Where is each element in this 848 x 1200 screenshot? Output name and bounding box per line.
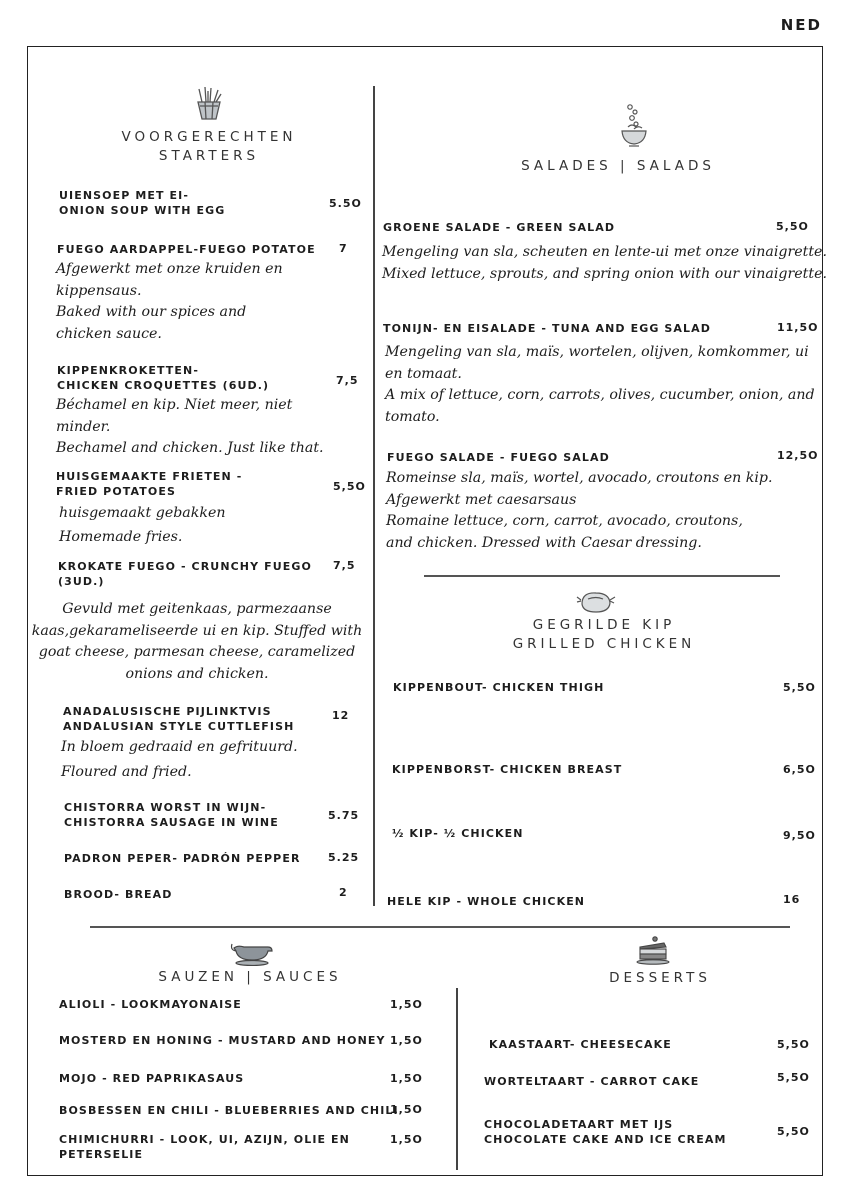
item-price: 1,5O <box>390 1034 423 1047</box>
menu-item-chicken-breast: KIPPENBORST- CHICKEN BREAST <box>392 763 623 776</box>
item-price: 1,5O <box>390 1133 423 1146</box>
item-price: 7,5 <box>336 374 359 387</box>
menu-item-padron-pepper: PADRON PEPER- PADRÓN PEPPER <box>64 852 301 865</box>
salad-chicken-divider <box>424 575 780 577</box>
starters-title <box>84 128 334 166</box>
menu-item-blueberries-chili: BOSBESSEN EN CHILI - BLUEBERRIES AND CHILI <box>59 1104 399 1117</box>
column-divider-bottom <box>456 988 458 1170</box>
menu-item-crunchy-fuego: KROKATE FUEGO - CRUNCHY FUEGO (3UD.) <box>58 560 312 588</box>
item-price: 16 <box>783 893 801 906</box>
menu-item-bread: BROOD- BREAD <box>64 888 173 901</box>
item-price: 5,5O <box>777 1038 810 1051</box>
item-description: Afgewerkt met onze kruiden en kippensaus. Baked with our spices and chicken sauce. <box>56 261 283 342</box>
item-price: 5,5O <box>777 1071 810 1084</box>
gravy-boat-icon <box>228 938 274 966</box>
item-description: Mengeling van sla, scheuten en lente-ui met onze vinaigrette. Mixed lettuce, sprouts, and spring onion with our vinaigrette. <box>382 244 827 282</box>
menu-item-onion-soup <box>59 188 225 218</box>
chicken-title-en: GRILLED CHICKEN <box>512 636 696 652</box>
menu-item-chicken-thigh: KIPPENBOUT- CHICKEN THIGH <box>393 681 605 694</box>
starters-title-nl: VOORGERECHTEN <box>121 129 297 145</box>
chicken-title-nl: GEGRILDE KIP <box>532 617 676 633</box>
item-description: Mengeling van sla, maïs, wortelen, olijven, komkommer, ui en tomaat. A mix of lettuce, corn, carrots, olives, cucumber, onion, and tomato. <box>385 344 815 425</box>
column-divider-top <box>373 86 375 906</box>
sauces-title: SAUZEN | SAUCES <box>158 969 342 985</box>
item-price: 5.75 <box>328 809 360 822</box>
menu-item-green-salad: GROENE SALADE - GREEN SALAD <box>383 221 616 234</box>
language-indicator: NED <box>780 16 822 34</box>
item-price: 5,5O <box>777 1125 810 1138</box>
menu-item-chimichurri: CHIMICHURRI - LOOK, UI, AZIJN, OLIE EN PETERSELIE <box>59 1133 350 1161</box>
menu-item-chocolate-cake: CHOCOLADETAART MET IJS CHOCOLATE CAKE AND ICE CREAM <box>484 1118 727 1146</box>
menu-item-fried-potatoes: HUISGEMAAKTE FRIETEN - FRIED POTATOES <box>56 470 243 498</box>
item-price: 11,5O <box>777 321 819 334</box>
item-price: 2 <box>339 886 348 899</box>
salads-title: SALADES | SALADS <box>521 158 715 174</box>
item-name: UIENSOEP MET EI- <box>59 189 189 202</box>
item-price: 5.25 <box>328 851 360 864</box>
menu-item-whole-chicken: HELE KIP - WHOLE CHICKEN <box>387 895 586 908</box>
item-price: 5,5O <box>783 681 816 694</box>
cake-slice-icon <box>636 935 670 965</box>
menu-item-cuttlefish: ANADALUSISCHE PIJLINKTVIS ANDALUSIAN STYLE CUTTLEFISH <box>63 705 295 733</box>
item-name-en: ONION SOUP WITH EGG <box>59 204 226 217</box>
menu-item-tuna-egg-salad: TONIJN- EN EISALADE - TUNA AND EGG SALAD <box>383 322 711 335</box>
item-price: 9,5O <box>783 829 816 842</box>
menu-item-chistorra: CHISTORRA WORST IN WIJN- CHISTORRA SAUSAGE IN WINE <box>64 801 279 829</box>
chicken-title <box>454 616 754 654</box>
item-price: 7 <box>339 242 348 255</box>
menu-item-fuego-salad: FUEGO SALADE - FUEGO SALAD <box>387 451 610 464</box>
item-description: Romeinse sla, maïs, wortel, avocado, croutons en kip. Afgewerkt met caesarsaus Romaine lettuce, corn, carrot, avocado, croutons, and chicken. Dressed with Caesar dressing. <box>386 470 773 551</box>
item-price: 12 <box>332 709 350 722</box>
menu-item-mojo: MOJO - RED PAPRIKASAUS <box>59 1072 245 1085</box>
item-price: 7,5 <box>333 559 356 572</box>
desserts-title: DESSERTS <box>609 970 711 986</box>
item-price: 5,5O <box>776 220 809 233</box>
menu-item-chicken-croquettes: KIPPENKROKETTEN- CHICKEN CROQUETTES (6UD.) <box>57 364 270 392</box>
menu-item-mustard-honey: MOSTERD EN HONING - MUSTARD AND HONEY <box>59 1034 386 1047</box>
item-price: 1,5O <box>390 1072 423 1085</box>
item-price: 12,5O <box>777 449 819 462</box>
roast-chicken-icon <box>576 588 616 616</box>
item-description: Béchamel en kip. Niet meer, niet minder. Bechamel and chicken. Just like that. <box>56 397 324 456</box>
item-description: huisgemaakt gebakken Homemade fries. <box>59 505 226 545</box>
item-description: In bloem gedraaid en gefrituurd. Floured and fried. <box>61 739 298 780</box>
fries-icon <box>193 86 225 122</box>
section-divider-horizontal <box>90 926 790 928</box>
item-price: 6,5O <box>783 763 816 776</box>
menu-item-carrot-cake: WORTELTAART - CARROT CAKE <box>484 1075 700 1088</box>
item-price: 5.5O <box>329 197 362 210</box>
starters-title-en: STARTERS <box>158 148 260 164</box>
item-price: 5,5O <box>333 480 366 493</box>
item-price: 1,5O <box>390 998 423 1011</box>
menu-item-alioli: ALIOLI - LOOKMAYONAISE <box>59 998 242 1011</box>
menu-item-half-chicken: ½ KIP- ½ CHICKEN <box>392 827 524 840</box>
menu-item-cheesecake: KAASTAART- CHEESECAKE <box>489 1038 672 1051</box>
item-price: 1,5O <box>390 1103 423 1116</box>
menu-item-fuego-potato: FUEGO AARDAPPEL-FUEGO POTATOE <box>57 243 316 256</box>
item-description: Gevuld met geitenkaas, parmezaanse kaas,gekarameliseerde ui en kip. Stuffed with goat cheese, parmesan cheese, caramelized onions and chicken. <box>31 601 363 682</box>
salad-bowl-icon <box>619 103 649 147</box>
